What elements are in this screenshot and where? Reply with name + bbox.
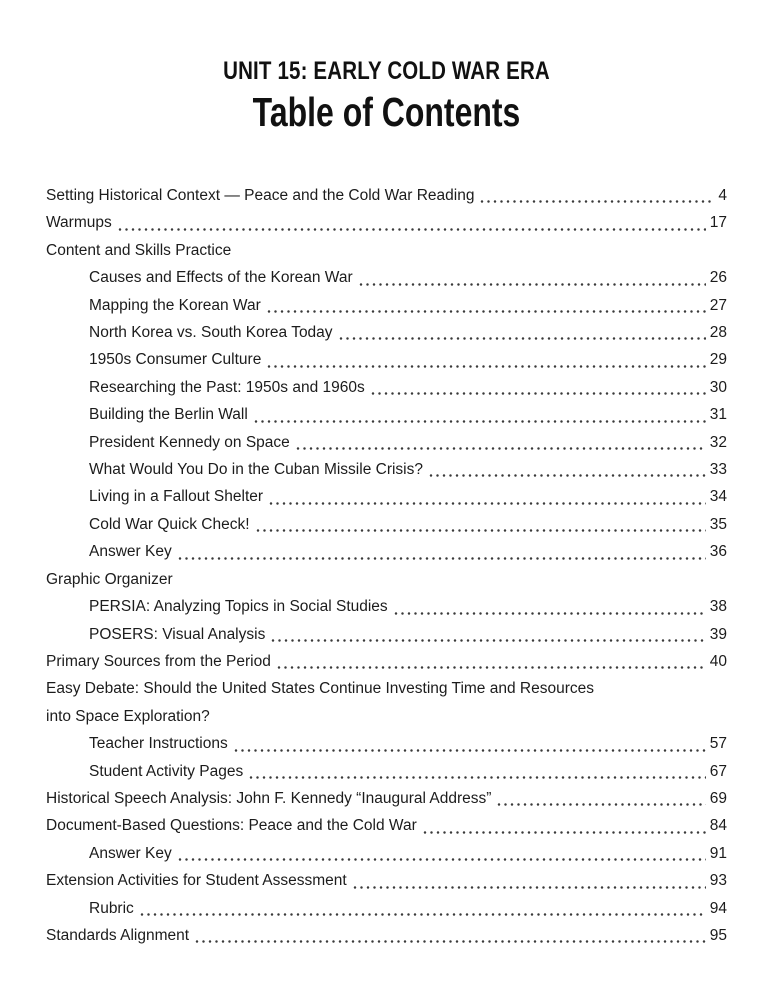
toc-entry-label: Teacher Instructions <box>89 735 228 753</box>
toc-entry-page: 91 <box>709 844 727 862</box>
toc-leader-dots <box>234 748 706 753</box>
toc-entry-page: 29 <box>709 351 727 369</box>
toc-leader-dots <box>249 775 706 780</box>
toc-leader-dots <box>269 501 706 506</box>
toc-entry-label: Cold War Quick Check! <box>89 515 250 533</box>
toc-entry <box>46 840 727 867</box>
toc-entry <box>46 292 727 319</box>
toc-entry-label: North Korea vs. South Korea Today <box>89 324 333 342</box>
toc-entry-label: 1950s Consumer Culture <box>89 351 262 369</box>
toc-leader-dots <box>277 665 706 670</box>
toc-entry-page: 95 <box>709 926 727 944</box>
unit-title: UNIT 15: EARLY COLD WAR ERA <box>223 57 550 85</box>
toc-leader-dots <box>140 912 706 917</box>
toc-leader-dots <box>394 611 706 616</box>
toc-leader-dots <box>353 885 706 890</box>
toc-leader-dots <box>423 830 706 835</box>
toc-entry-label: POSERS: Visual Analysis <box>89 625 266 643</box>
toc-entry-label: Answer Key <box>89 543 172 561</box>
toc-entry-page: 40 <box>709 652 727 670</box>
toc-entry-page: 4 <box>718 187 727 204</box>
toc-entry <box>46 812 727 839</box>
toc-entry-label: into Space Exploration? <box>46 707 210 725</box>
toc-entry-label: Living in a Fallout Shelter <box>89 488 264 506</box>
toc-entry <box>46 346 727 373</box>
toc-entry-page: 35 <box>709 515 727 533</box>
toc-entry <box>46 401 727 428</box>
toc-entry-label: Building the Berlin Wall <box>89 406 248 424</box>
toc-entry <box>46 209 727 236</box>
toc-entry-label: Causes and Effects of the Korean War <box>89 269 353 287</box>
toc-list <box>46 182 727 949</box>
toc-entry-label: Answer Key <box>89 844 172 862</box>
toc-leader-dots <box>195 939 706 944</box>
document-header <box>46 56 727 136</box>
toc-leader-dots <box>256 528 706 533</box>
toc-entry-page: 32 <box>709 433 727 451</box>
toc-leader-dots <box>118 227 706 232</box>
toc-entry-label: Mapping the Korean War <box>89 296 261 314</box>
toc-entry-label: Easy Debate: Should the United States Continue Investing Time and Resources <box>46 680 594 698</box>
toc-entry <box>46 703 727 730</box>
toc-entry-label: President Kennedy on Space <box>89 433 290 451</box>
toc-entry-page: 69 <box>709 789 727 807</box>
toc-entry <box>46 511 727 538</box>
toc-entry-label: Standards Alignment <box>46 926 190 944</box>
toc-leader-dots <box>371 391 706 396</box>
toc-entry-page: 34 <box>709 488 727 506</box>
toc-entry-page: 28 <box>709 324 727 342</box>
toc-entry-label: Rubric <box>89 899 134 917</box>
toc-entry-page: 27 <box>709 296 727 314</box>
toc-entry-label: Warmups <box>46 214 112 232</box>
toc-entry-label: Student Activity Pages <box>89 762 244 780</box>
toc-entry-page: 33 <box>709 461 727 479</box>
toc-entry-label: Content and Skills Practice <box>46 241 232 259</box>
toc-entry <box>46 319 727 346</box>
toc-entry <box>46 593 727 620</box>
toc-leader-dots <box>271 638 705 643</box>
toc-entry-page: 26 <box>709 269 727 287</box>
toc-entry-label: Historical Speech Analysis: John F. Kennedy “Inaugural Address” <box>46 789 492 807</box>
toc-entry-label: Document-Based Questions: Peace and the Cold War <box>46 817 417 835</box>
toc-entry <box>46 867 727 894</box>
toc-entry-page: 31 <box>709 406 727 424</box>
page-title: Table of Contents <box>252 89 521 135</box>
toc-entry-page: 67 <box>709 762 727 780</box>
toc-entry <box>46 758 727 785</box>
toc-entry-label: What Would You Do in the Cuban Missile Crisis? <box>89 461 423 479</box>
toc-leader-dots <box>480 199 714 204</box>
toc-entry <box>46 922 727 949</box>
toc-entry <box>46 621 727 648</box>
toc-entry <box>46 429 727 456</box>
toc-leader-dots <box>178 857 706 862</box>
toc-entry-label: Researching the Past: 1950s and 1960s <box>89 378 365 396</box>
toc-leader-dots <box>296 446 706 451</box>
toc-entry-page: 17 <box>709 214 727 232</box>
toc-entry-page: 84 <box>709 817 727 835</box>
toc-leader-dots <box>497 802 705 807</box>
toc-entry <box>46 182 727 209</box>
toc-entry <box>46 374 727 401</box>
toc-entry <box>46 483 727 510</box>
toc-entry <box>46 456 727 483</box>
toc-entry-label: PERSIA: Analyzing Topics in Social Studies <box>89 598 388 616</box>
toc-leader-dots <box>429 473 706 478</box>
toc-entry <box>46 237 727 264</box>
toc-entry-page: 36 <box>709 543 727 561</box>
toc-entry-page: 39 <box>709 625 727 643</box>
toc-entry-page: 94 <box>709 899 727 917</box>
toc-entry-label: Graphic Organizer <box>46 570 173 588</box>
toc-leader-dots <box>254 419 706 424</box>
toc-leader-dots <box>267 364 705 369</box>
toc-entry-label: Primary Sources from the Period <box>46 652 271 670</box>
toc-leader-dots <box>178 556 706 561</box>
toc-entry-page: 30 <box>709 378 727 396</box>
toc-entry-label: Setting Historical Context — Peace and the Cold War Reading <box>46 187 475 204</box>
toc-entry <box>46 730 727 757</box>
toc-entry <box>46 538 727 565</box>
toc-entry <box>46 785 727 812</box>
toc-entry-label: Extension Activities for Student Assessment <box>46 872 347 890</box>
toc-leader-dots <box>339 336 706 341</box>
toc-entry-page: 57 <box>709 735 727 753</box>
toc-entry <box>46 566 727 593</box>
toc-leader-dots <box>267 309 706 314</box>
toc-entry-page: 93 <box>709 872 727 890</box>
toc-entry <box>46 264 727 291</box>
toc-entry-page: 38 <box>709 598 727 616</box>
toc-entry <box>46 675 727 702</box>
toc-entry <box>46 648 727 675</box>
toc-entry <box>46 895 727 922</box>
toc-leader-dots <box>359 282 706 287</box>
